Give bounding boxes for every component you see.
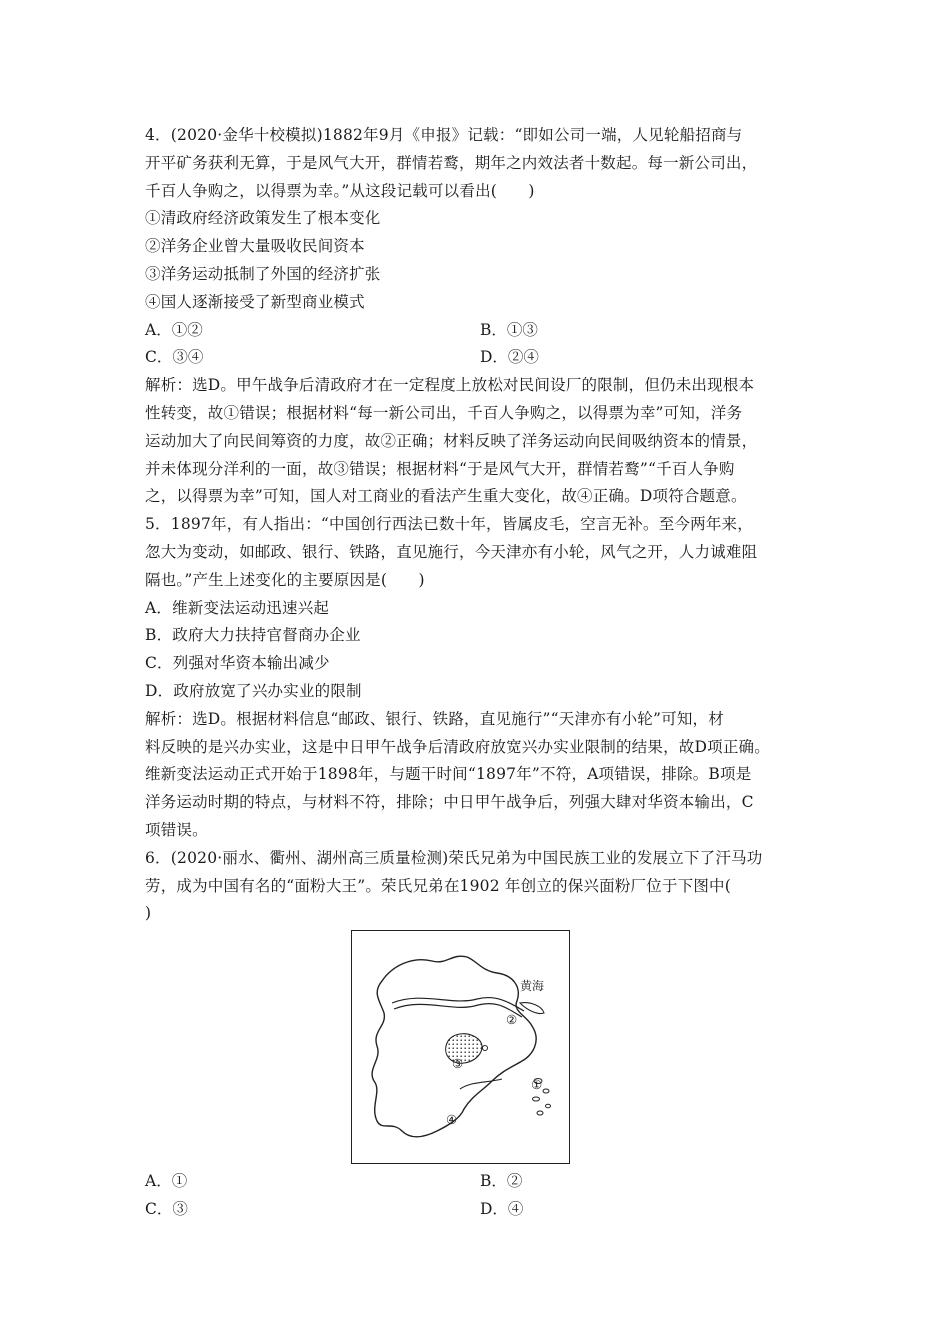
q4-options-row-2 <box>145 344 815 372</box>
q4-stem-line-1: 4．(2020·金华十校模拟)1882年9月《申报》记载：“即如公司一端，人见轮船招商与 <box>145 126 743 144</box>
q5-analysis-line-2: 料反映的是兴办实业，这是中日甲午战争后清政府放宽兴办实业限制的结果，故D项正确。 <box>145 737 770 756</box>
q5-option-b: B．政府大力扶持官督商办企业 <box>145 626 361 645</box>
q6-option-a: A．① <box>145 1172 188 1190</box>
q5-analysis-line-3: 维新变法运动正式开始于1898年，与题干时间“1897年”不符，A项错误，排除。B项是 <box>145 765 752 784</box>
q5-analysis-line-5: 项错误。 <box>145 820 208 839</box>
q4-option-d: D．②④ <box>480 348 539 367</box>
q5-analysis-line-4: 洋务运动时期的特点，与材料不符，排除；中日甲午战争后，列强大肆对华资本输出，C <box>145 793 754 812</box>
q6-stem-line-2: 劳，成为中国有名的“面粉大王”。荣氏兄弟在1902 年创立的保兴面粉厂位于下图中( <box>145 876 731 895</box>
q4-statement-2: ②洋务企业曾大量吸收民间资本 <box>145 237 365 256</box>
map-marker-1: ① <box>531 1077 543 1092</box>
q6-option-d: D．④ <box>480 1199 524 1218</box>
q6-option-c: C．③ <box>145 1199 188 1218</box>
q5-analysis-line-1: 解析：选D。根据材料信息“邮政、银行、铁路，直见施行”“天津亦有小轮”可知，材 <box>145 709 724 728</box>
q6-map-figure <box>351 930 570 1164</box>
q4-statement-3: ③洋务运动抵制了外国的经济扩张 <box>145 264 381 283</box>
q4-stem-line-3: 千百人争购之，以得票为幸。”从这段记载可以看出( ) <box>145 181 535 200</box>
q4-statement-1: ①清政府经济政策发生了根本变化 <box>145 209 381 228</box>
q6-options <box>145 1168 815 1224</box>
q6-options-row-2 <box>145 1196 815 1224</box>
q5-stem-line-3: 隔也。”产生上述变化的主要原因是( ) <box>145 570 425 589</box>
map-sea-label: 黄海 <box>520 979 545 993</box>
q5-stem-line-1: 5．1897年，有人指出：“中国创行西法已数十年，皆属皮毛，空言无补。至今两年来， <box>145 515 753 534</box>
document-page <box>145 122 815 928</box>
q4-analysis-line-1: 解析：选D。甲午战争后清政府才在一定程度上放松对民间设厂的限制，但仍未出现根本 <box>145 376 755 395</box>
q6-option-b: B．② <box>480 1172 523 1190</box>
q6-stem-line-1: 6．(2020·丽水、衢州、湖州高三质量检测)荣氏兄弟为中国民族工业的发展立下了汗马功 <box>145 848 763 867</box>
q4-statement-4: ④国人逐渐接受了新型商业模式 <box>145 292 365 311</box>
q4-analysis-line-4: 并未体现分洋利的一面，故③错误；根据材料“于是风气大开，群情若鹜”“千百人争购 <box>145 459 735 478</box>
map-marker-3: ③ <box>452 1056 464 1071</box>
q4-analysis-line-2: 性转变，故①错误；根据材料“每一新公司出，千百人争购之，以得票为幸”可知，洋务 <box>145 403 743 422</box>
map-drawing <box>352 931 568 1162</box>
q5-option-a: A．维新变法运动迅速兴起 <box>145 598 330 617</box>
q4-options-row-1 <box>145 317 815 345</box>
map-marker-2: ② <box>506 1012 518 1027</box>
q4-stem-line-2: 开平矿务获利无算，于是风气大开，群情若鹜，期年之内效法者十数起。每一新公司出， <box>145 153 758 172</box>
q4-analysis-line-5: 之，以得票为幸”可知，国人对工商业的看法产生重大变化，故④正确。D项符合题意。 <box>145 487 747 506</box>
q5-option-c: C．列强对华资本输出减少 <box>145 654 330 673</box>
q5-option-d: D．政府放宽了兴办实业的限制 <box>145 681 362 700</box>
q5-stem-line-2: 忽大为变动，如邮政、银行、铁路，直见施行，今天津亦有小轮，风气之开，人力诚难阻 <box>145 542 758 561</box>
map-marker-4: ④ <box>446 1112 458 1127</box>
q4-option-b: B．①③ <box>480 320 538 339</box>
q4-option-a: A．①② <box>145 320 203 339</box>
q4-option-c: C．③④ <box>145 348 204 367</box>
q6-stem-line-3: ) <box>145 904 152 923</box>
q6-options-row-1 <box>145 1168 815 1196</box>
q4-analysis-line-3: 运动加大了向民间筹资的力度，故②正确；材料反映了洋务运动向民间吸纳资本的情景， <box>145 431 758 450</box>
